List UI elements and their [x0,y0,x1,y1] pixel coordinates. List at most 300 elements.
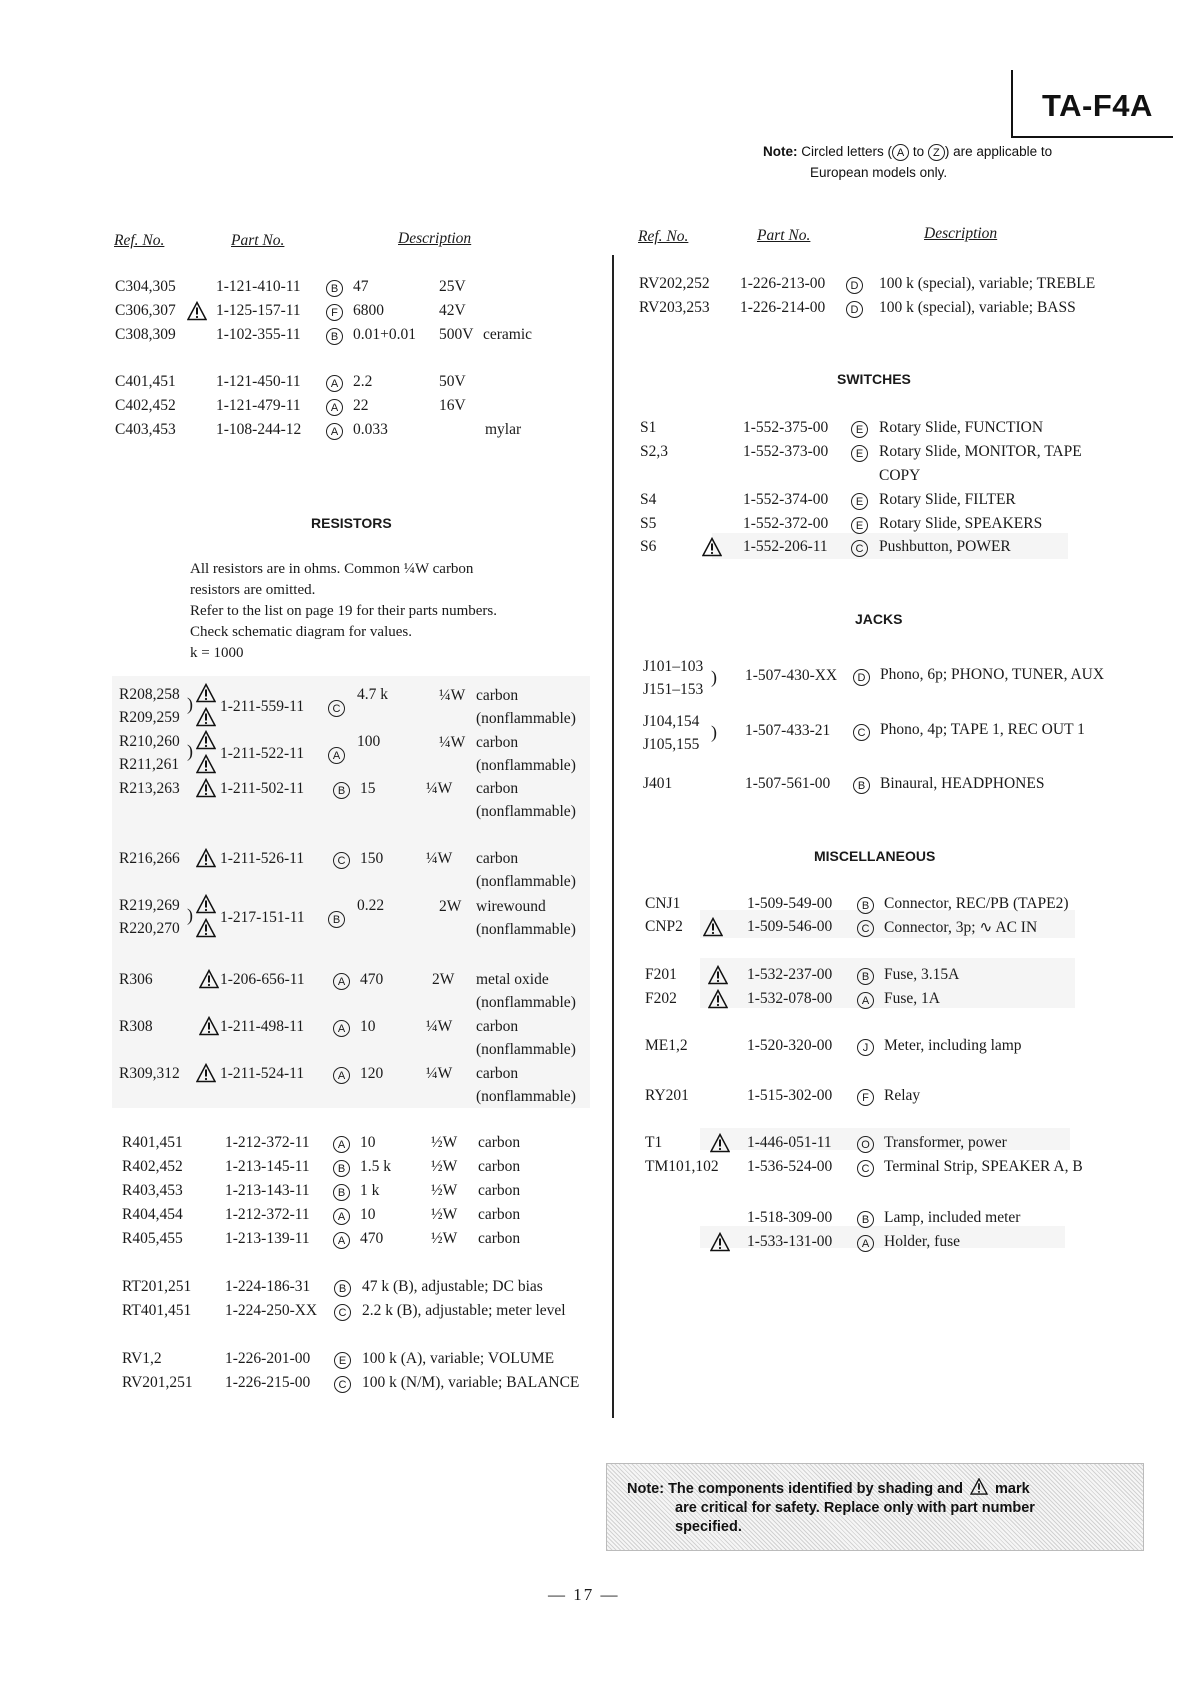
wattage: ½W [431,1230,458,1247]
circled-letter [333,1159,350,1177]
resistor-intro-line: Check schematic diagram for values. [190,624,412,640]
warning-icon [708,965,728,985]
circled-letter [326,279,343,297]
part-no: 1-552-373-00 [743,443,829,460]
circled-letter [328,746,345,764]
circle-code: F [857,1089,874,1106]
group-brace: ) [187,741,193,761]
rating: 25V [439,278,466,295]
circle-code: E [851,421,868,438]
warning-icon [196,707,216,727]
description: (nonflammable) [476,1041,576,1058]
ref-no: J105,155 [643,736,700,753]
part-no: 1-507-433-21 [745,722,831,739]
part-no: 1-520-320-00 [747,1037,833,1054]
wattage: 2W [439,898,462,915]
circle-code: B [857,897,874,914]
part-no: 1-211-498-11 [220,1018,305,1035]
part-no: 1-121-479-11 [216,397,301,414]
wattage: ¼W [426,1065,453,1082]
description: 100 k (A), variable; VOLUME [362,1350,555,1367]
circled-letter [333,1231,350,1249]
column-header-ref: Ref. No. [638,228,689,245]
circle-code: C [853,724,870,741]
section-title-switches: SWITCHES [837,371,911,387]
ref-no: C403,453 [115,421,176,438]
description: Connector, 3p; ∿ AC IN [884,919,1038,936]
circle-code: A [333,1232,350,1249]
circle-code: E [851,493,868,510]
ref-no: C308,309 [115,326,176,343]
circle-code: A [857,992,874,1009]
circled-letter [857,1038,874,1056]
circle-code: C [334,1376,351,1393]
section-title-resistors: RESISTORS [311,515,392,531]
warning-icon [710,1133,730,1153]
circle-code: B [328,911,345,928]
description: carbon [476,850,519,867]
circle-code: A [326,375,343,392]
warning-icon [196,778,216,798]
part-no: 1-102-355-11 [216,326,301,343]
circled-letter [857,1088,874,1106]
value: 2.2 [353,373,373,390]
value: 47 [353,278,369,295]
column-header-ref: Ref. No. [114,232,165,249]
ref-no: R208,258 [119,686,180,703]
column-header-description: Description [398,230,472,247]
description: (nonflammable) [476,1088,576,1105]
ref-no: S5 [640,515,657,532]
circled-letter [333,1135,350,1153]
wattage: ¼W [426,1018,453,1035]
value: 0.22 [357,897,385,914]
group-brace: ) [187,694,193,714]
circled-letter [857,919,874,937]
warning-icon [196,848,216,868]
circle-code: A [326,423,343,440]
part-no: 1-552-375-00 [743,419,829,436]
description: ceramic [483,326,533,343]
ref-no: ME1,2 [645,1037,688,1054]
circled-letter [851,492,868,510]
warning-icon [196,918,216,938]
resistor-intro-line: resistors are omitted. [190,582,316,598]
column-divider [612,255,614,1418]
description: Phono, 4p; TAPE 1, REC OUT 1 [880,721,1085,738]
circled-letter [851,539,868,557]
group-brace: ) [187,905,193,925]
circle-code: B [857,968,874,985]
ref-no: R308 [119,1018,153,1035]
part-no: 1-532-237-00 [747,966,833,983]
description: 47 k (B), adjustable; DC bias [362,1278,543,1295]
group-brace: ) [711,667,717,687]
value: 10 [360,1206,376,1223]
part-no: 1-212-372-11 [225,1134,310,1151]
circle-code: A [333,1208,350,1225]
rating: 42V [439,302,466,319]
part-no: 1-121-450-11 [216,373,301,390]
circled-letter [334,1303,351,1321]
warning-icon [970,1478,988,1495]
ref-no: S4 [640,491,657,508]
circled-letter [333,851,350,869]
circled-letter [328,699,345,717]
resistor-intro-line: k = 1000 [190,645,244,661]
ref-no: RV201,251 [122,1374,193,1391]
part-no: 1-213-145-11 [225,1158,310,1175]
description: Transformer, power [884,1134,1007,1151]
page-number: — 17 — [548,1585,620,1604]
circled-letter [851,444,868,462]
safety-note-line1: Note: The components identified by shading and [627,1481,963,1497]
group-brace: ) [711,722,717,742]
circled-letter [853,668,870,686]
part-no: 1-507-561-00 [745,775,831,792]
ref-no: F201 [645,966,677,983]
part-no: 1-518-309-00 [747,1209,833,1226]
circle-code: A [857,1235,874,1252]
ref-no: CNP2 [645,918,683,935]
ref-no: C401,451 [115,373,176,390]
description: wirewound [476,898,546,915]
circle-code: B [853,777,870,794]
circle-code: A [326,399,343,416]
value: 100 [357,733,381,750]
ref-no: C402,452 [115,397,176,414]
warning-icon [196,894,216,914]
part-no: 1-552-206-11 [743,538,828,555]
part-no: 1-212-372-11 [225,1206,310,1223]
circled-letter [846,300,863,318]
warning-icon [196,754,216,774]
part-no: 1-515-302-00 [747,1087,833,1104]
circle-code: A [333,1067,350,1084]
circled-letter [334,1375,351,1393]
ref-no: R402,452 [122,1158,183,1175]
description: Rotary Slide, MONITOR, TAPE [879,443,1082,460]
circled-letter [326,398,343,416]
part-no: 1-226-214-00 [740,299,826,316]
value: 0.033 [353,421,388,438]
circle-code: B [333,782,350,799]
circled-letter [857,967,874,985]
description: (nonflammable) [476,921,576,938]
ref-no: RV1,2 [122,1350,162,1367]
circled-letter [333,1207,350,1225]
wattage: ¼W [426,780,453,797]
circle-code: C [328,700,345,717]
circle-code: B [857,1211,874,1228]
circle-code: C [857,920,874,937]
value: 10 [360,1018,376,1035]
warning-icon [199,969,219,989]
description: Fuse, 1A [884,990,940,1007]
circle-code: Z [928,144,945,161]
circled-letter [326,327,343,345]
ref-no: R401,451 [122,1134,183,1151]
section-title-miscellaneous: MISCELLANEOUS [814,848,936,864]
circled-letter [334,1351,351,1369]
description: 100 k (special), variable; TREBLE [879,275,1096,292]
part-no: 1-226-201-00 [225,1350,311,1367]
resistor-intro-line: Refer to the list on page 19 for their parts numbers. [190,603,498,619]
part-no: 1-211-502-11 [220,780,305,797]
description: Relay [884,1087,921,1104]
part-no: 1-211-526-11 [220,850,305,867]
wattage: 2W [432,971,455,988]
ref-no: R220,270 [119,920,180,937]
description: (nonflammable) [476,803,576,820]
circle-code: A [892,144,909,161]
rating: 16V [439,397,466,414]
safety-note-line2: are critical for safety. Replace only with part number [675,1500,1035,1516]
circle-code: D [846,301,863,318]
description: metal oxide [476,971,549,988]
part-no: 1-224-250-XX [225,1302,318,1319]
description: Binaural, HEADPHONES [880,775,1045,792]
ref-no: RT201,251 [122,1278,192,1295]
warning-icon [710,1232,730,1252]
circle-code: B [326,328,343,345]
ref-no: RY201 [645,1087,689,1104]
rating: 500V [439,326,474,343]
warning-icon [196,1063,216,1083]
part-no: 1-108-244-12 [216,421,302,438]
part-no: 1-532-078-00 [747,990,833,1007]
ref-no: R306 [119,971,153,988]
model-title: TA-F4A [1042,88,1153,123]
description: Fuse, 3.15A [884,966,960,983]
circle-code: C [334,1304,351,1321]
section-title-jacks: JACKS [855,611,903,627]
description: Pushbutton, POWER [879,538,1011,555]
description: carbon [478,1134,521,1151]
wattage: ½W [431,1134,458,1151]
circled-letter [333,1066,350,1084]
circle-code: E [851,445,868,462]
column-header-description: Description [924,225,998,242]
value: 1 k [360,1182,380,1199]
description: (nonflammable) [476,710,576,727]
ref-no: R219,269 [119,897,180,914]
part-no: 1-213-143-11 [225,1182,310,1199]
note-end: ) are applicable to [944,144,1053,160]
ref-no: J104,154 [643,713,700,730]
circled-letter [857,896,874,914]
part-no: 1-224-186-31 [225,1278,311,1295]
part-no: 1-211-522-11 [220,745,305,762]
ref-no: R405,455 [122,1230,183,1247]
description: carbon [478,1230,521,1247]
warning-icon [196,730,216,750]
circle-code: A [328,747,345,764]
circle-code: F [326,304,343,321]
circle-code: E [851,517,868,534]
circled-letter [333,1183,350,1201]
ref-no: RV202,252 [639,275,710,292]
note-mid: to [912,144,925,160]
ref-no: F202 [645,990,677,1007]
description: carbon [476,1065,519,1082]
circle-code: C [851,540,868,557]
description: Lamp, included meter [884,1209,1021,1226]
safety-note-box [606,1463,1144,1551]
circled-letter [326,422,343,440]
ref-no: R403,453 [122,1182,183,1199]
ref-no: J101–103 [643,658,704,675]
warning-icon [196,683,216,703]
ref-no: R216,266 [119,850,180,867]
circled-letter [857,1234,874,1252]
circled-letter [857,1159,874,1177]
description: Holder, fuse [884,1233,960,1250]
value: 470 [360,1230,384,1247]
circled-letter [857,1135,874,1153]
ref-no: R210,260 [119,733,180,750]
part-no: 1-446-051-11 [747,1134,832,1151]
ref-no: S1 [640,419,657,436]
part-no: 1-211-559-11 [220,698,305,715]
circled-letter [333,781,350,799]
part-no: 1-217-151-11 [220,909,305,926]
wattage: ½W [431,1206,458,1223]
warning-icon [708,989,728,1009]
description: (nonflammable) [476,873,576,890]
circle-code: A [333,1136,350,1153]
ref-no: S6 [640,538,657,555]
ref-no: J401 [643,775,673,792]
part-no: 1-226-215-00 [225,1374,311,1391]
circled-letter [853,776,870,794]
description: carbon [476,687,519,704]
description: carbon [476,734,519,751]
description: Phono, 6p; PHONO, TUNER, AUX [880,666,1105,683]
rating: 50V [439,373,466,390]
safety-note-line3: specified. [675,1519,742,1535]
wattage: ½W [431,1182,458,1199]
circled-letter [851,420,868,438]
circle-code: A [333,973,350,990]
ref-no: T1 [645,1134,663,1151]
circled-letter [328,910,345,928]
part-no: 1-552-374-00 [743,491,829,508]
circled-letter [846,276,863,294]
value: 120 [360,1065,384,1082]
description: Meter, including lamp [884,1037,1022,1054]
ref-no: R404,454 [122,1206,183,1223]
description: Connector, REC/PB (TAPE2) [884,895,1069,912]
wattage: ½W [431,1158,458,1175]
description: carbon [476,780,519,797]
description: carbon [478,1182,521,1199]
column-header-part: Part No. [231,232,285,249]
note-prefix: Note: [763,144,798,160]
warning-icon [703,917,723,937]
value: 6800 [353,302,384,319]
description: carbon [476,1018,519,1035]
warning-icon [199,1016,219,1036]
safety-note-line1-end: mark [995,1481,1030,1497]
part-no: 1-533-131-00 [747,1233,833,1250]
description: Rotary Slide, FILTER [879,491,1016,508]
circle-code: D [846,277,863,294]
circle-code: O [857,1136,874,1153]
circle-code: C [857,1160,874,1177]
circle-code: C [333,852,350,869]
warning-icon [187,301,207,321]
description: 100 k (special), variable; BASS [879,299,1076,316]
description: carbon [478,1206,521,1223]
ref-no: J151–153 [643,681,704,698]
part-no: 1-226-213-00 [740,275,826,292]
part-no: 1-536-524-00 [747,1158,833,1175]
circle-code: B [326,280,343,297]
wattage: ¼W [426,850,453,867]
warning-icon [702,537,722,557]
safety-note [627,1478,1035,1537]
description: carbon [478,1158,521,1175]
part-no: 1-552-372-00 [743,515,829,532]
circle-code: B [333,1160,350,1177]
circled-letter [851,516,868,534]
resistor-intro-line: All resistors are in ohms. Common ¼W carbon [190,561,474,577]
circle-code: B [333,1184,350,1201]
wattage: ¼W [439,734,466,751]
circle-code: A [333,1020,350,1037]
part-no: 1-125-157-11 [216,302,301,319]
note-text: Circled letters ( [801,144,893,160]
description: (nonflammable) [476,757,576,774]
wattage: ¼W [439,687,466,704]
value: 10 [360,1134,376,1151]
description: 2.2 k (B), adjustable; meter level [362,1302,566,1319]
description: Rotary Slide, SPEAKERS [879,515,1043,532]
circle-code: D [853,669,870,686]
part-no: 1-206-656-11 [220,971,305,988]
european-note [763,144,1052,161]
ref-no: C304,305 [115,278,176,295]
part-no: 1-509-549-00 [747,895,833,912]
circled-letter [334,1279,351,1297]
ref-no: RT401,451 [122,1302,192,1319]
value: 470 [360,971,384,988]
ref-no: CNJ1 [645,895,681,912]
circled-letter [853,723,870,741]
circle-code: E [334,1352,351,1369]
part-no: 1-507-430-XX [745,667,838,684]
value: 4.7 k [357,686,388,703]
column-header-part: Part No. [757,227,811,244]
circled-letter [326,374,343,392]
description: mylar [485,421,522,438]
ref-no: S2,3 [640,443,668,460]
part-no: 1-213-139-11 [225,1230,310,1247]
ref-no: R209,259 [119,709,180,726]
description: (nonflammable) [476,994,576,1011]
circled-letter [326,303,343,321]
description: Terminal Strip, SPEAKER A, B [884,1158,1083,1175]
part-no: 1-509-546-00 [747,918,833,935]
circle-code: J [857,1039,874,1056]
part-no: 1-211-524-11 [220,1065,305,1082]
value: 1.5 k [360,1158,391,1175]
value: 15 [360,780,376,797]
description: 100 k (N/M), variable; BALANCE [362,1374,580,1391]
ref-no: TM101,102 [645,1158,719,1175]
circle-code: B [334,1280,351,1297]
